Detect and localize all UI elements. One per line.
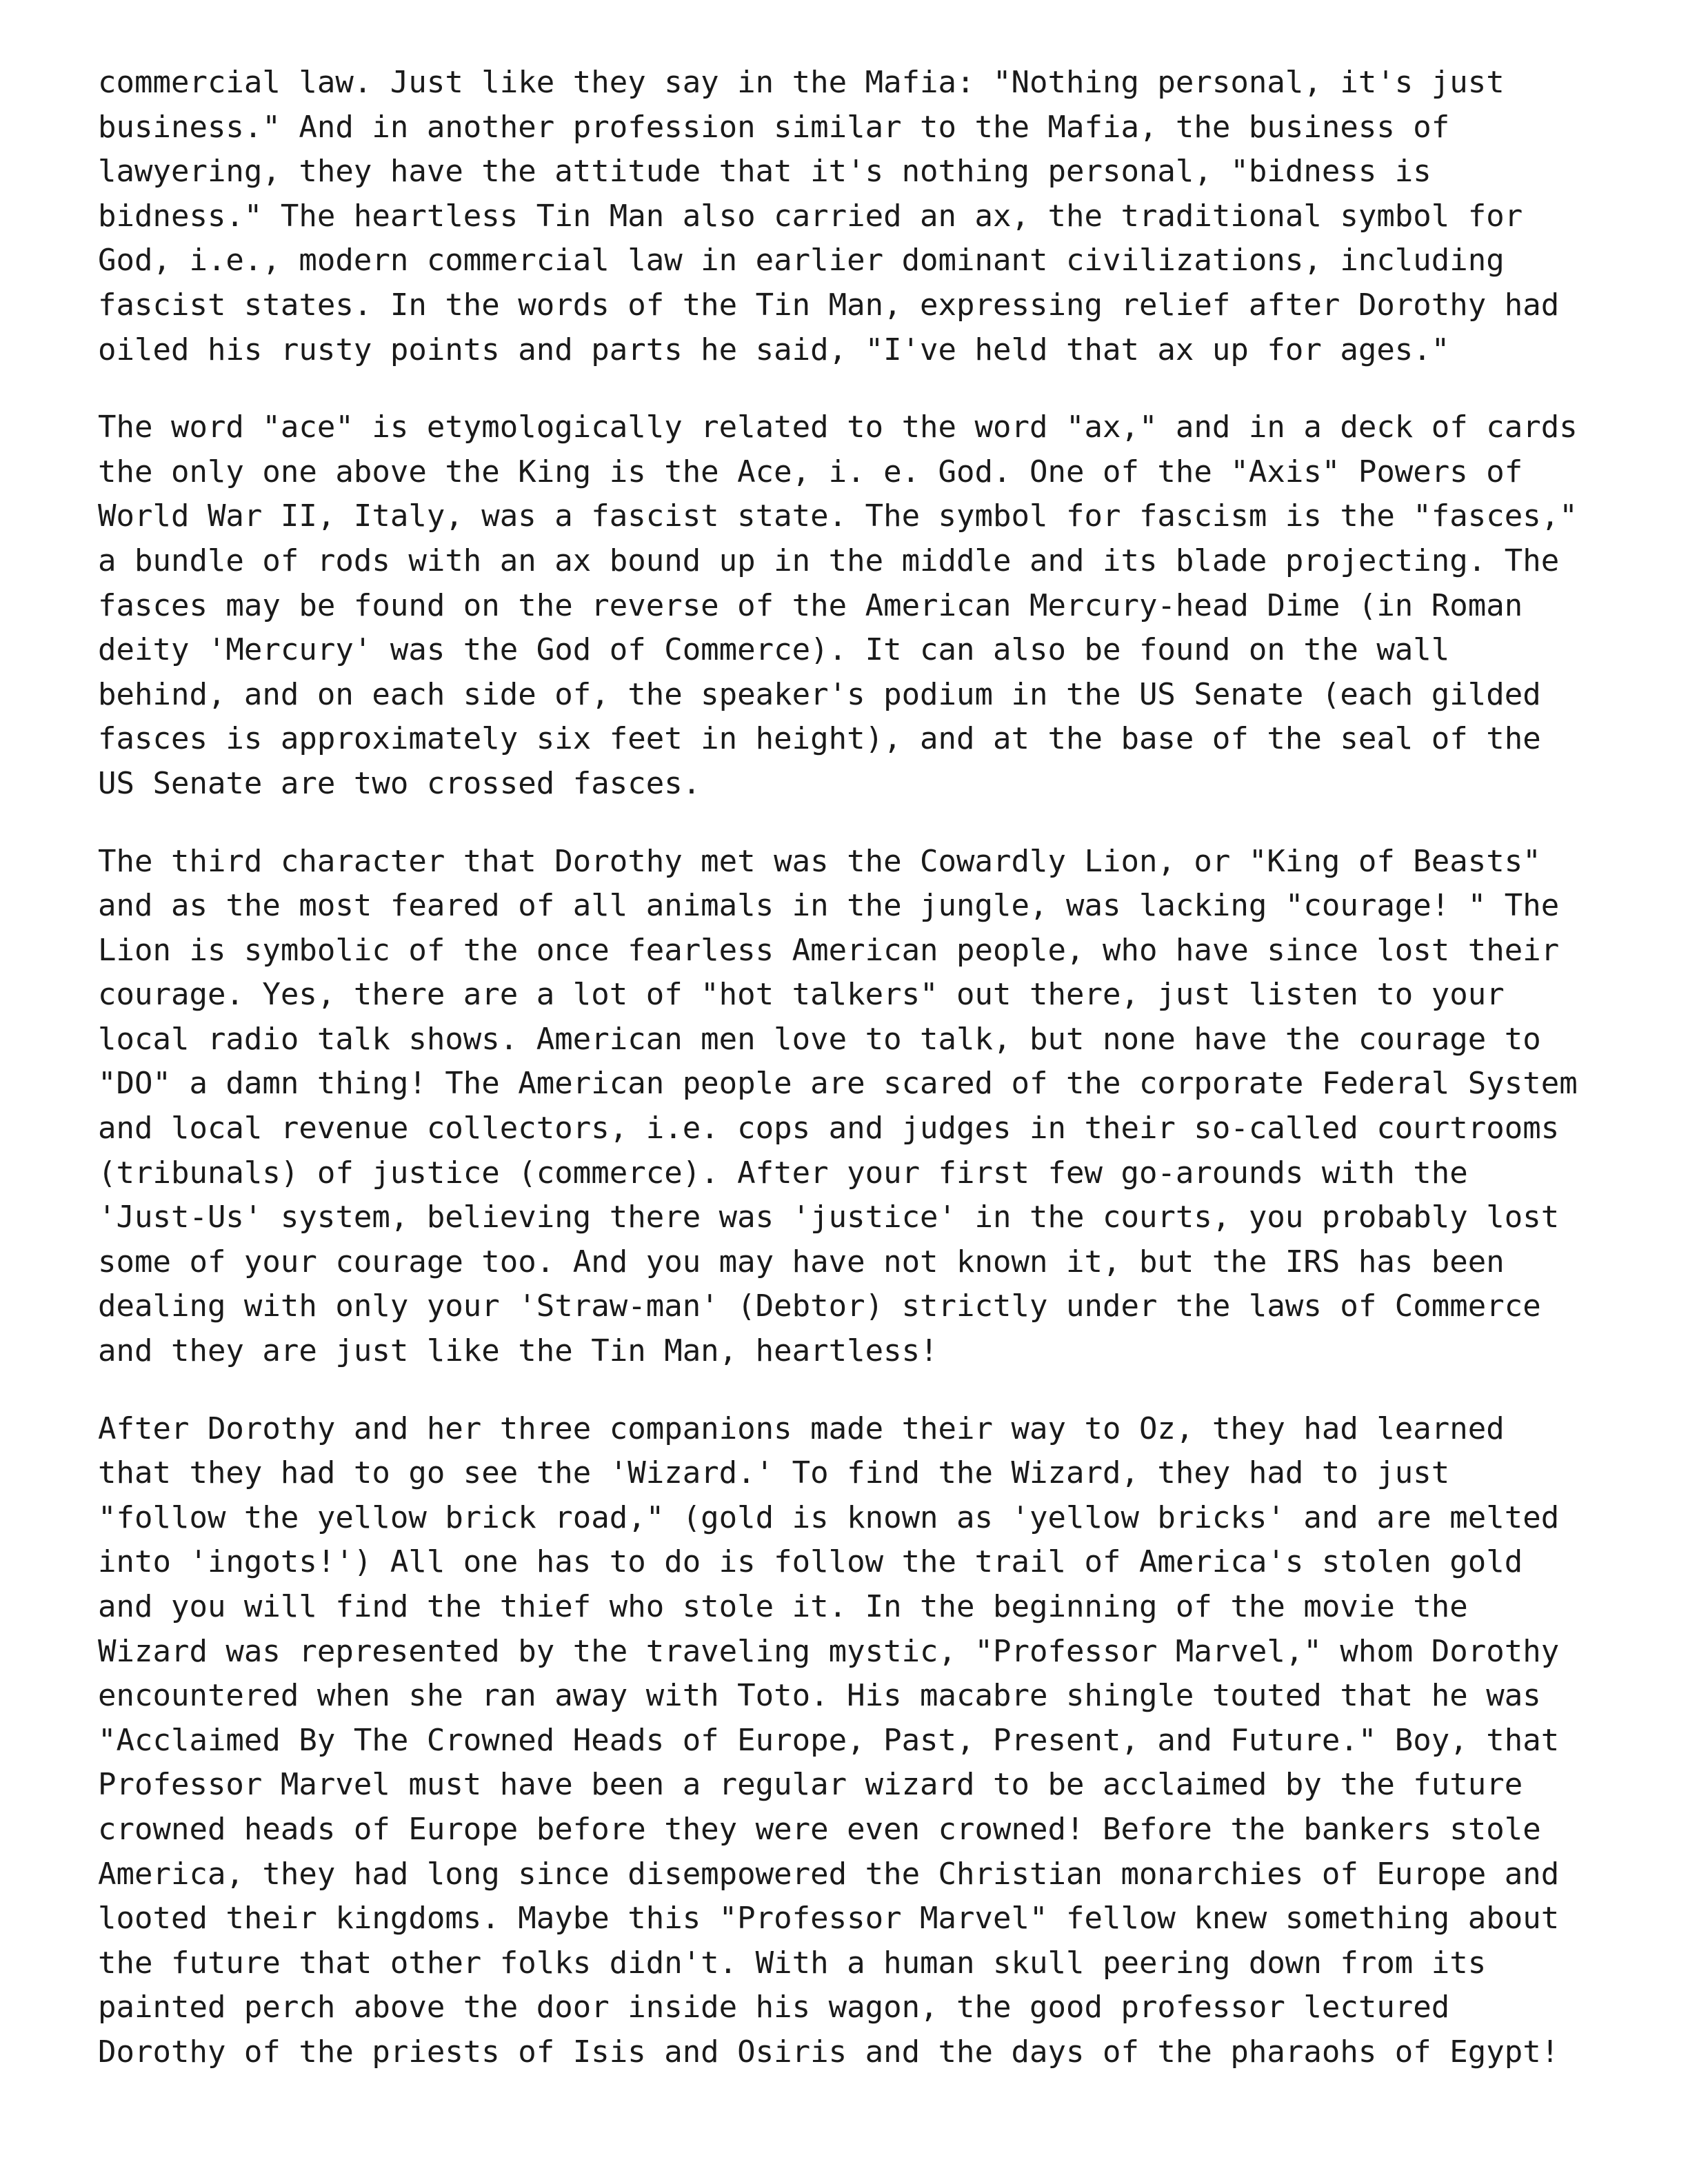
- text-line: business." And in another profession similar to the Mafia, the business of: [98, 109, 1450, 145]
- text-line: and they are just like the Tin Man, heartless!: [98, 1333, 938, 1369]
- text-line: and as the most feared of all animals in the jungle, was lacking "courage! " The: [98, 888, 1560, 924]
- text-line: into 'ingots!') All one has to do is follow the trail of America's stolen gold: [98, 1544, 1523, 1580]
- text-line: local radio talk shows. American men love to talk, but none have the courage to: [98, 1021, 1541, 1057]
- text-line: commercial law. Just like they say in the Mafia: "Nothing personal, it's just: [98, 65, 1505, 100]
- text-line: 'Just-Us' system, believing there was 'justice' in the courts, you probably lost: [98, 1200, 1560, 1235]
- text-line: The third character that Dorothy met was the Cowardly Lion, or "King of Beasts": [98, 843, 1541, 879]
- paragraph-cowardly-lion: [98, 840, 1629, 1374]
- text-line: deity 'Mercury' was the God of Commerce). It can also be found on the wall: [98, 632, 1450, 668]
- text-line: Professor Marvel must have been a regular wizard to be acclaimed by the future: [98, 1767, 1523, 1803]
- text-line: Dorothy of the priests of Isis and Osiris and the days of the pharaohs of Egypt!: [98, 2034, 1560, 2070]
- text-line: US Senate are two crossed fasces.: [98, 765, 701, 801]
- text-line: looted their kingdoms. Maybe this "Professor Marvel" fellow knew something about: [98, 1901, 1560, 1937]
- paragraph-ace-fasces: [98, 405, 1629, 806]
- text-line: some of your courage too. And you may have not known it, but the IRS has been: [98, 1244, 1505, 1280]
- document-page: [98, 61, 1629, 2108]
- text-line: After Dorothy and her three companions made their way to Oz, they had learned: [98, 1410, 1505, 1446]
- text-line: and local revenue collectors, i.e. cops and judges in their so-called courtrooms: [98, 1111, 1560, 1146]
- paragraph-wizard: [98, 1407, 1629, 2075]
- text-line: oiled his rusty points and parts he said, "I've held that ax up for ages.": [98, 332, 1450, 367]
- text-line: and you will find the thief who stole it. In the beginning of the movie the: [98, 1589, 1468, 1624]
- text-line: bidness." The heartless Tin Man also carried an ax, the traditional symbol for: [98, 198, 1523, 234]
- text-line: fasces is approximately six feet in height), and at the base of the seal of the: [98, 721, 1541, 757]
- text-line: encountered when she ran away with Toto. His macabre shingle touted that he was: [98, 1678, 1541, 1714]
- text-line: Lion is symbolic of the once fearless American people, who have since lost their: [98, 932, 1560, 968]
- text-line: painted perch above the door inside his wagon, the good professor lectured: [98, 1990, 1450, 2025]
- text-line: Wizard was represented by the traveling mystic, "Professor Marvel," whom Dorothy: [98, 1633, 1560, 1669]
- text-line: the future that other folks didn't. With a human skull peering down from its: [98, 1945, 1487, 1981]
- text-line: "follow the yellow brick road," (gold is known as 'yellow bricks' and are melted: [98, 1499, 1560, 1535]
- text-line: America, they had long since disempowered the Christian monarchies of Europe and: [98, 1856, 1560, 1892]
- text-line: God, i.e., modern commercial law in earlier dominant civilizations, including: [98, 243, 1505, 279]
- text-line: the only one above the King is the Ace, i. e. God. One of the "Axis" Powers of: [98, 454, 1523, 489]
- text-line: courage. Yes, there are a lot of "hot talkers" out there, just listen to your: [98, 977, 1505, 1013]
- text-line: The word "ace" is etymologically related to the word "ax," and in a deck of cards: [98, 410, 1578, 445]
- text-line: that they had to go see the 'Wizard.' To find the Wizard, they had to just: [98, 1455, 1450, 1491]
- text-line: behind, and on each side of, the speaker's podium in the US Senate (each gilded: [98, 676, 1541, 712]
- text-line: crowned heads of Europe before they were even crowned! Before the bankers stole: [98, 1811, 1541, 1847]
- text-line: fasces may be found on the reverse of the American Mercury-head Dime (in Roman: [98, 587, 1523, 623]
- text-line: a bundle of rods with an ax bound up in the middle and its blade projecting. The: [98, 543, 1560, 578]
- text-line: "Acclaimed By The Crowned Heads of Europe, Past, Present, and Future." Boy, that: [98, 1722, 1560, 1758]
- text-line: (tribunals) of justice (commerce). After your first few go-arounds with the: [98, 1155, 1468, 1191]
- text-line: "DO" a damn thing! The American people are scared of the corporate Federal System: [98, 1066, 1578, 1102]
- text-line: fascist states. In the words of the Tin Man, expressing relief after Dorothy had: [98, 287, 1560, 323]
- text-line: World War II, Italy, was a fascist state. The symbol for fascism is the "fasces,": [98, 498, 1578, 534]
- paragraph-tin-man-ax: [98, 61, 1629, 372]
- text-line: lawyering, they have the attitude that it's nothing personal, "bidness is: [98, 154, 1431, 190]
- text-line: dealing with only your 'Straw-man' (Debtor) strictly under the laws of Commerce: [98, 1288, 1541, 1324]
